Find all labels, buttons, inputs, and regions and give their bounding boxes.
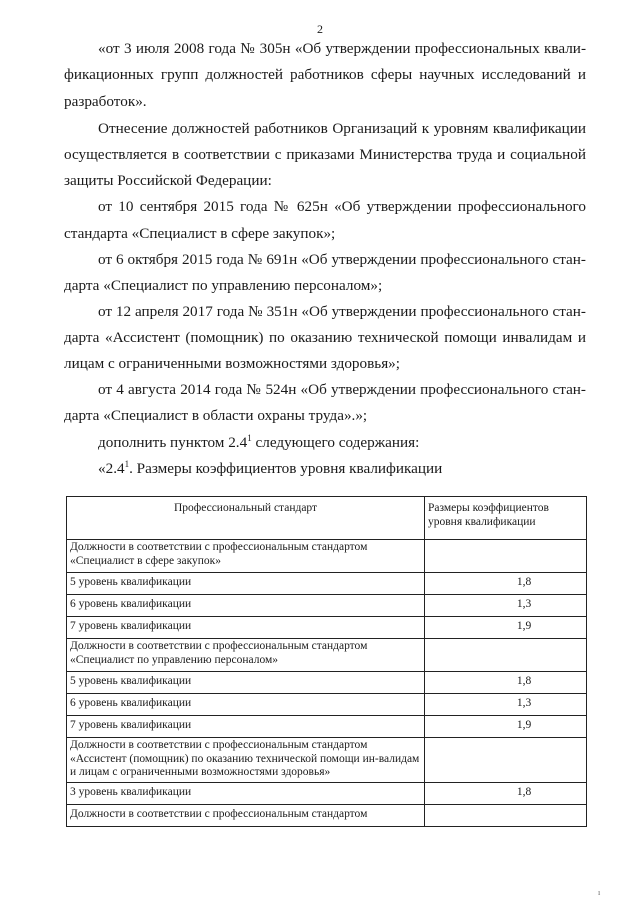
table-title-text: «2.4 bbox=[98, 460, 125, 477]
row-value: 1,3 bbox=[425, 694, 587, 716]
row-label: Должности в соответствии с профессиональным стандартом «Ассистент (помощник) по оказанию технической помощи ин-валидам и лицам с ограниченными возможностями здоровья» bbox=[67, 738, 425, 783]
table-row bbox=[67, 804, 587, 826]
table-title-text: . Размеры коэффициентов уровня квалификации bbox=[129, 460, 443, 477]
row-label: Должности в соответствии с профессиональным стандартом «Специалист в сфере закупок» bbox=[67, 540, 425, 573]
supplement-text: дополнить пунктом 2.4 bbox=[98, 434, 248, 451]
table-row bbox=[67, 540, 587, 573]
text-line: осуществляется в соответствии с приказами Министерства труда и социальной bbox=[64, 146, 586, 163]
table-row bbox=[67, 617, 587, 639]
scan-mark: ı bbox=[598, 888, 601, 897]
text-line: фикационных групп должностей работников сферы научных исследований и bbox=[64, 66, 586, 83]
row-label: 7 уровень квалификации bbox=[67, 716, 425, 738]
table-row bbox=[67, 595, 587, 617]
row-value: 1,9 bbox=[425, 617, 587, 639]
text-line: от 6 октября 2015 года № 691н «Об утверждении профессионального стан- bbox=[98, 251, 586, 268]
table-row bbox=[67, 573, 587, 595]
text-line: дарта «Специалист в области охраны труда».»; bbox=[64, 407, 368, 424]
row-label: 5 уровень квалификации bbox=[67, 573, 425, 595]
text-line: защиты Российской Федерации: bbox=[64, 172, 272, 189]
text-line: разработок». bbox=[64, 93, 147, 110]
row-label: 6 уровень квалификации bbox=[67, 595, 425, 617]
header-coefficients: Размеры коэффициентов уровня квалификации bbox=[425, 497, 587, 540]
text-line: «от 3 июля 2008 года № 305н «Об утверждении профессиональных квали- bbox=[98, 40, 586, 57]
row-value: 1,9 bbox=[425, 716, 587, 738]
supplement-line bbox=[98, 434, 419, 452]
row-value bbox=[425, 540, 587, 573]
row-label: 3 уровень квалификации bbox=[67, 782, 425, 804]
table-row bbox=[67, 716, 587, 738]
table-header-row bbox=[67, 497, 587, 540]
text-line: дарта «Ассистент (помощник) по оказанию технической помощи инвалидам и bbox=[64, 329, 586, 346]
text-line: стандарта «Специалист в сфере закупок»; bbox=[64, 225, 336, 242]
coefficients-table bbox=[66, 496, 587, 827]
row-value bbox=[425, 738, 587, 783]
table-row bbox=[67, 782, 587, 804]
text-line: Отнесение должностей работников Организаций к уровням квалификации bbox=[98, 120, 586, 137]
row-label: Должности в соответствии с профессиональным стандартом bbox=[67, 804, 425, 826]
table-title bbox=[98, 460, 442, 478]
table-row bbox=[67, 738, 587, 783]
page-number: 2 bbox=[317, 22, 323, 36]
row-label: 6 уровень квалификации bbox=[67, 694, 425, 716]
table-row bbox=[67, 694, 587, 716]
superscript: 1 bbox=[247, 432, 252, 443]
text-line: дарта «Специалист по управлению персоналом»; bbox=[64, 277, 383, 294]
superscript: 1 bbox=[124, 458, 130, 469]
text-line: лицам с ограниченными возможностями здоровья»; bbox=[64, 355, 401, 372]
row-value: 1,3 bbox=[425, 595, 587, 617]
row-value bbox=[425, 639, 587, 672]
text-line: от 4 августа 2014 года № 524н «Об утверждении профессионального стан- bbox=[98, 381, 586, 398]
header-standard: Профессиональный стандарт bbox=[67, 497, 425, 540]
table-row bbox=[67, 672, 587, 694]
supplement-text: следующего содержания: bbox=[251, 434, 420, 451]
row-value: 1,8 bbox=[425, 672, 587, 694]
text-line: от 10 сентября 2015 года № 625н «Об утверждении профессионального bbox=[98, 198, 586, 215]
row-label: 5 уровень квалификации bbox=[67, 672, 425, 694]
row-label: Должности в соответствии с профессиональным стандартом «Специалист по управлению персоналом» bbox=[67, 639, 425, 672]
table-row bbox=[67, 639, 587, 672]
row-value bbox=[425, 804, 587, 826]
row-value: 1,8 bbox=[425, 782, 587, 804]
text-line: от 12 апреля 2017 года № 351н «Об утверждении профессионального стан- bbox=[98, 303, 586, 320]
row-label: 7 уровень квалификации bbox=[67, 617, 425, 639]
row-value: 1,8 bbox=[425, 573, 587, 595]
